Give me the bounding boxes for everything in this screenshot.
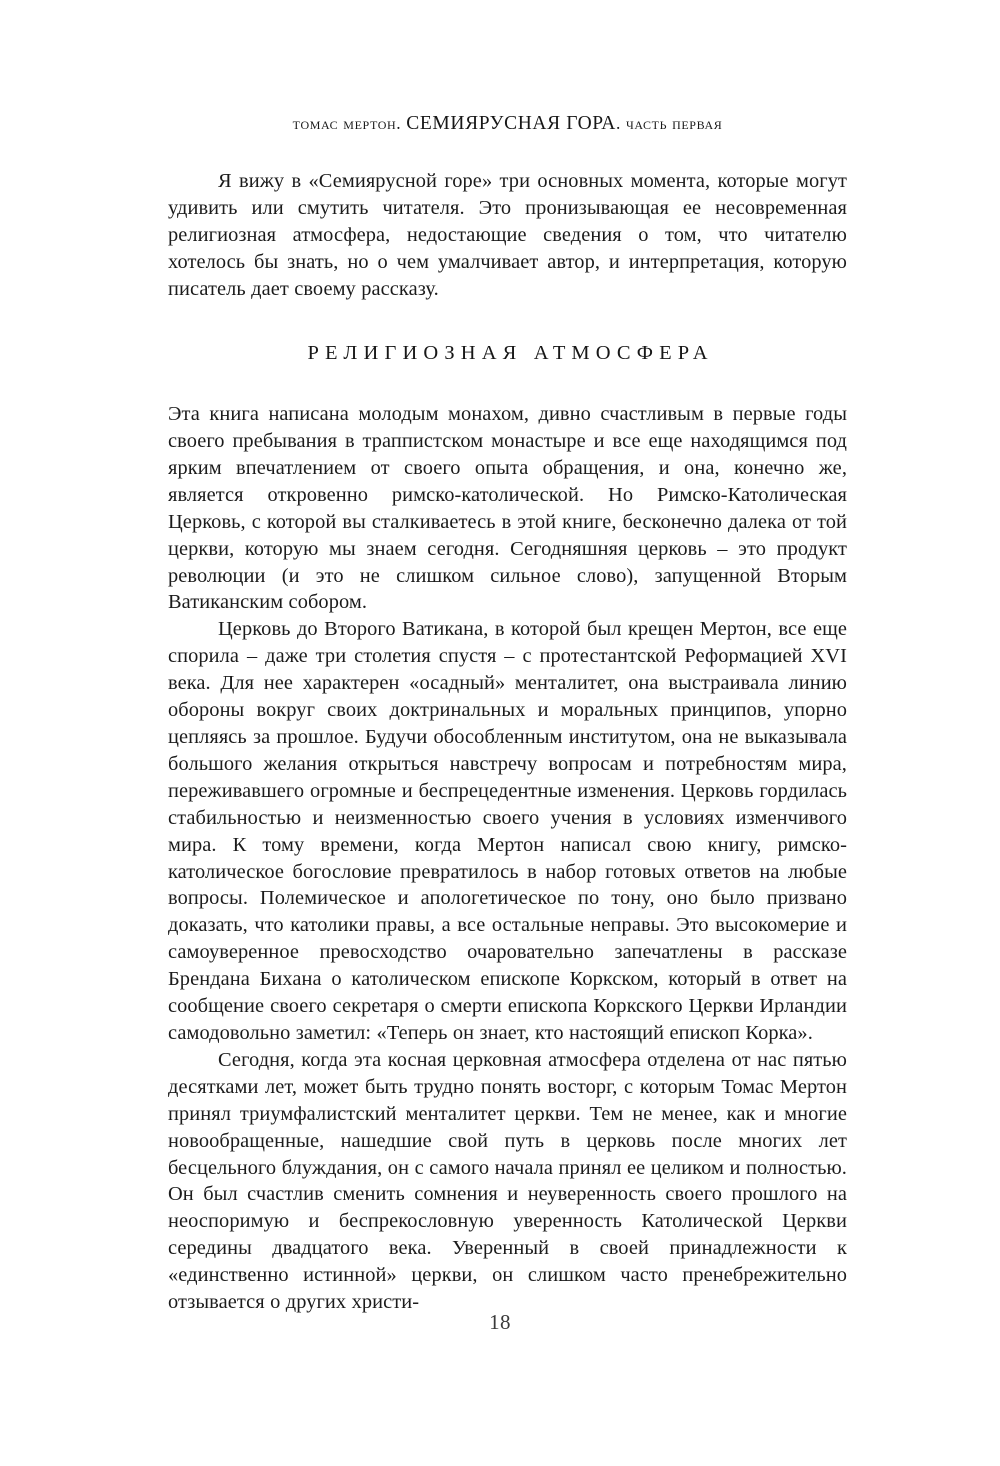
section-heading: РЕЛИГИОЗНАЯ АТМОСФЕРА [307,341,714,364]
body-paragraph-2: Церковь до Второго Ватикана, в которой был крещен Мертон, все еще спорила – даже три столетия спустя – с протестантской Реформацией XVI века. Для нее характерен «осадный» менталитет, она выстраивала линию обороны вокруг своих доктринальных и моральных принципов, упорно цепляясь за прошлое. Будучи обособленным институтом, она не выказывала большого желания открыться навстречу вопросам и потребностям мира, переживавшего огромные и беспрецедентные изменения. Церковь гордилась стабильностью и неизменностью своего учения в условиях изменчивого мира. К тому времени, когда Мертон написал свою книгу, римско-католическое богословие превратилось в набор готовых ответов на любые вопросы. Полемическое и апологетическое по тону, оно было призвано доказать, что католики правы, а все остальные неправы. Это высокомерие и самоуверенное превосходство очаровательно запечатлены в рассказе Брендана Бихана о католическом епископе Коркском, который в ответ на сообщение своего секретаря о смерти епископа Коркского Церкви Ирландии самодовольно заметил: «Теперь он знает, кто настоящий епископ Корка». [168,618,847,1044]
running-head-part: часть первая [625,113,723,133]
body-paragraph-3: Сегодня, когда эта косная церковная атмосфера отделена от нас пятью десятками лет, может быть трудно понять восторг, с которым Томас Мертон принял триумфалистский менталитет церкви. Тем не менее, как и многие новообращенные, нашедшие свой путь в церковь после многих лет бесцельного блуждания, он с самого начала принял ее целиком и полностью. Он был счастлив сменить сомнения и неуверенность своего прошлого на неоспоримую и беспрекословную уверенность Католической Церкви середины двадцатого века. Уверенный в своей принадлежности к «единственно истинной» церкви, он слишком часто пренебрежительно отзывается о других христи- [168,1048,847,1314]
spacer-before-heading [168,303,847,341]
running-head-author: томас мертон [292,113,397,133]
body-paragraph-1: Эта книга написана молодым монахом, дивно счастливым в первые годы своего пребывания в траппистском монастыре и все еще находящимся под ярким впечатлением от своего опыта обращения, и она, конечно же, является откровенно римско-католической. Но Римско-Католическая Церковь, с которой вы сталкиваетесь в этой книге, бесконечно далека от той церкви, которую мы знаем сегодня. Сегодняшняя церковь – это продукт революции (и это не слишком сильное слово), запущенной Вторым Ватиканским собором. [168,403,847,614]
running-head [168,112,847,135]
intro-paragraph: Я вижу в «Семиярусной горе» три основных момента, которые могут удивить или смутить читателя. Это пронизывающая ее несовременная религиозная атмосфера, недостающие сведения о том, что читателю хотелось бы знать, но о чем умалчивает автор, и интерпретация, которую писатель дает своему рассказу. [168,170,847,300]
spacer-after-heading [168,365,847,401]
running-head-separator-2: . [615,113,626,133]
running-head-title: СЕМИЯРУСНАЯ ГОРА [406,113,616,134]
running-head-separator-1: . [396,113,407,133]
page-number: 18 [489,1310,511,1334]
text-block [168,168,847,1316]
